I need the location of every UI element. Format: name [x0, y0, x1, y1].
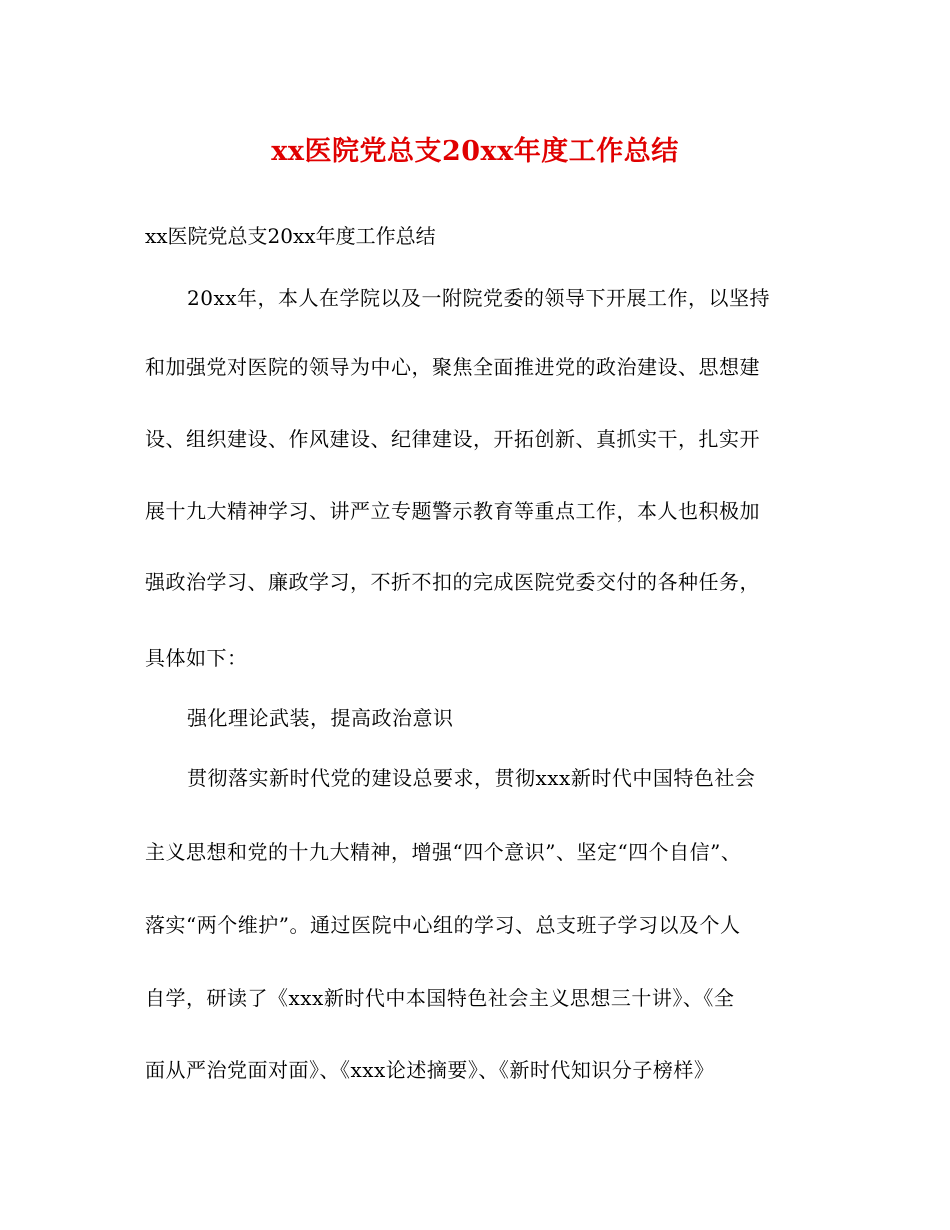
paragraph-line: 落实“两个维护”。通过医院中心组的学习、总支班子学习以及个人	[145, 913, 741, 937]
document-title: xx医院党总支20xx年度工作总结	[271, 136, 679, 167]
paragraph-line: 具体如下：	[145, 646, 248, 670]
paragraph-line: 自学，研读了《xxx新时代中本国特色社会主义思想三十讲》、《全	[145, 986, 735, 1010]
paragraph-line: 和加强党对医院的领导为中心，聚焦全面推进党的政治建设、思想建	[145, 355, 760, 379]
paragraph-line: 面从严治党面对面》、《xxx论述摘要》、《新时代知识分子榜样》	[145, 1058, 715, 1082]
paragraph-line: 主义思想和党的十九大精神，增强“四个意识”、坚定“四个自信”、	[145, 840, 742, 864]
paragraph-line: 设、组织建设、作风建设、纪律建设，开拓创新、真抓实干，扎实开	[145, 427, 760, 451]
paragraph-line: 强政治学习、廉政学习，不折不扣的完成医院党委交付的各种任务，	[145, 570, 760, 594]
paragraph-line: 展十九大精神学习、讲严立专题警示教育等重点工作，本人也积极加	[145, 499, 760, 523]
document-subtitle: xx医院党总支20xx年度工作总结	[145, 224, 436, 248]
section-heading: 强化理论武装，提高政治意识	[187, 706, 454, 730]
paragraph-line: 贯彻落实新时代党的建设总要求，贯彻xxx新时代中国特色社会	[187, 766, 756, 790]
paragraph-line: 20xx年，本人在学院以及一附院党委的领导下开展工作，以坚持	[187, 286, 771, 310]
